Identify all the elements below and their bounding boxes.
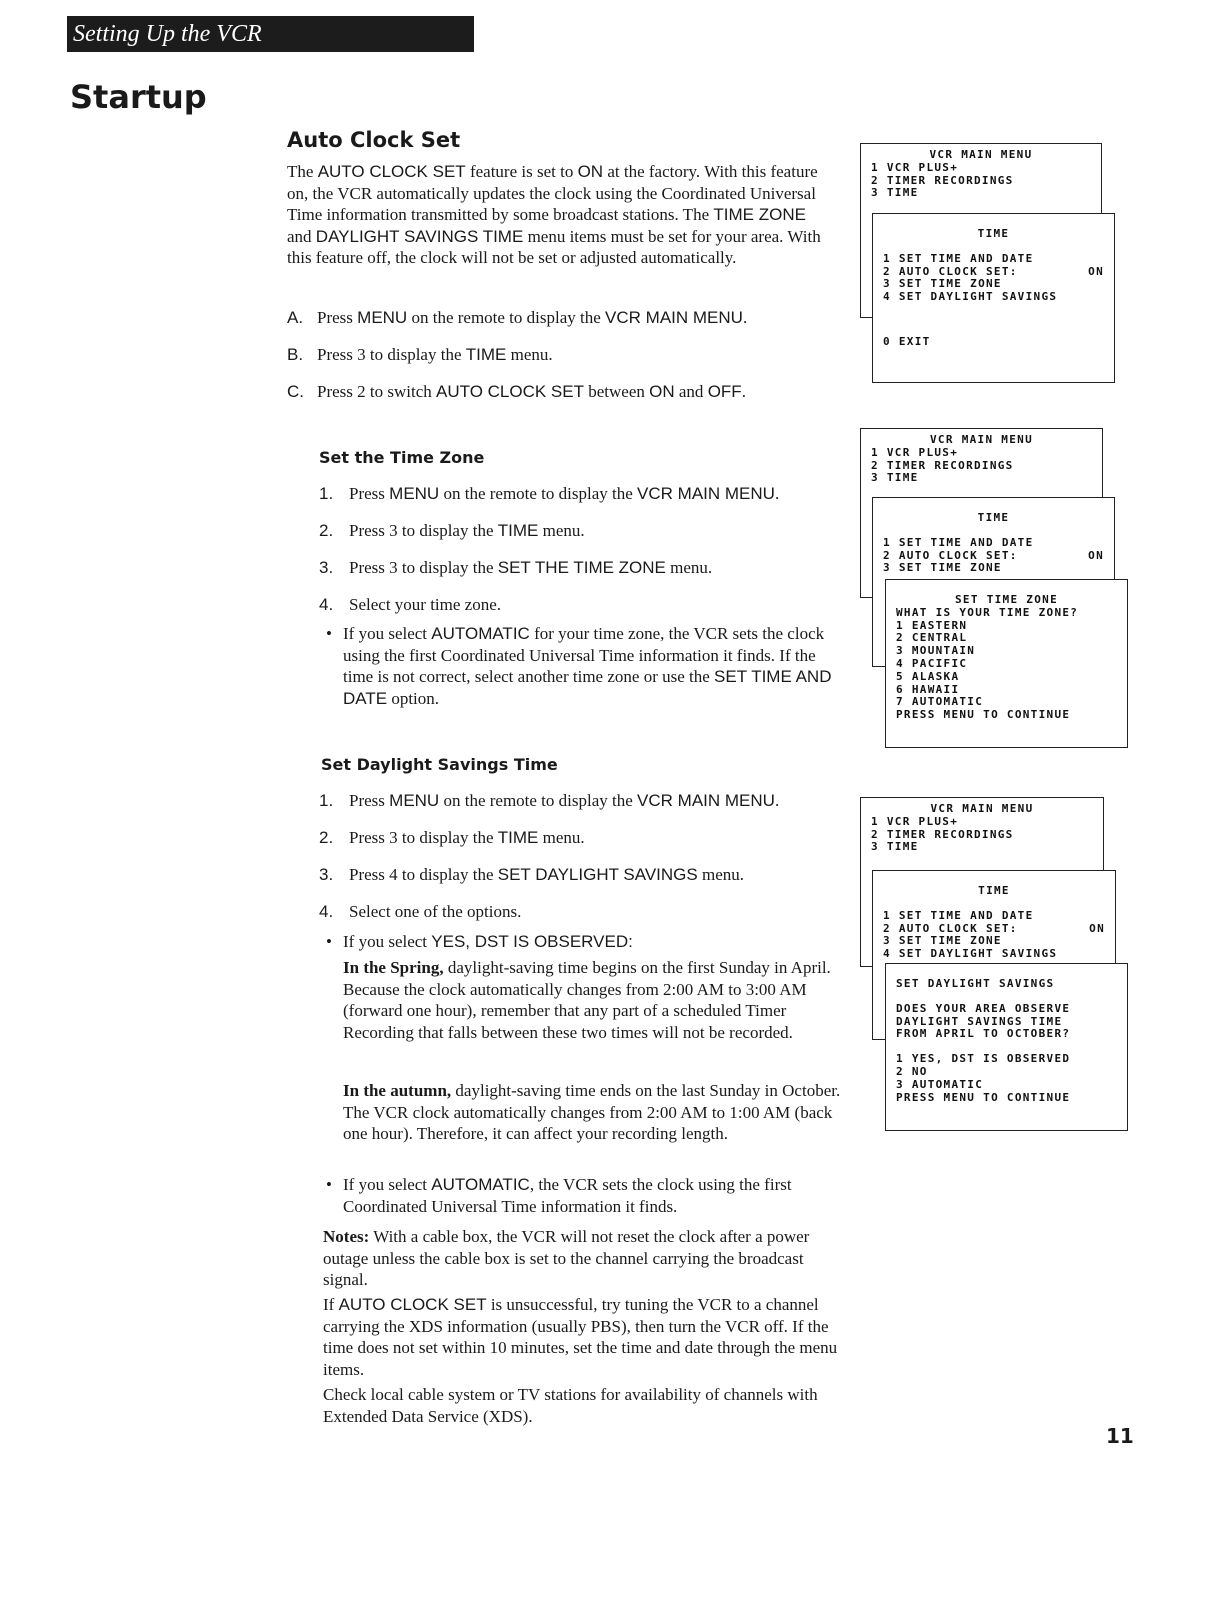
step-number: A. <box>287 308 304 327</box>
time-zone-option: 1 EASTERN <box>896 618 968 632</box>
step-number: B. <box>287 345 304 364</box>
main-menu-item: 3 TIME <box>871 471 919 485</box>
dst-option: 3 AUTOMATIC <box>896 1077 984 1091</box>
time-menu-title: TIME <box>977 227 1010 240</box>
time-zone-option: 7 AUTOMATIC <box>896 695 984 709</box>
time-menu-title: TIME <box>977 511 1010 524</box>
dst-question-line: FROM APRIL TO OCTOBER? <box>896 1027 1071 1041</box>
time-zone-footer: PRESS MENU TO CONTINUE <box>896 708 1071 722</box>
page-number: 11 <box>1106 1424 1134 1448</box>
dst-spring-text: In the Spring, daylight-saving time begins on the first Sunday in April. Because the clock automatically changes from 2:00 AM to 3:00 AM (forward one hour), remember that any part of a scheduled Timer Recording that falls between these two times will not be recorded. <box>343 958 831 1042</box>
auto-clock-label: 2 AUTO CLOCK SET: <box>883 921 1018 935</box>
time-menu-item: 3 SET TIME ZONE <box>883 277 1002 291</box>
note-cable-box: Notes: With a cable box, the VCR will not reset the clock after a power outage unless the cable box is set to the channel carrying the broadcast signal. <box>323 1227 810 1289</box>
main-menu-item: 3 TIME <box>871 840 919 854</box>
time-zone-option: 2 CENTRAL <box>896 631 968 645</box>
time-zone-question: WHAT IS YOUR TIME ZONE? <box>896 605 1079 619</box>
step-text: Select your time zone. <box>349 595 502 614</box>
screen-set-daylight-savings <box>885 963 1128 1131</box>
main-menu-item: 1 VCR PLUS+ <box>871 160 959 174</box>
auto-clock-value: ON <box>1088 264 1104 278</box>
main-menu-title: VCR MAIN MENU <box>930 433 1033 446</box>
step-text: Press 3 to display the TIME menu. <box>317 345 553 364</box>
auto-clock-heading: Auto Clock Set <box>287 128 461 152</box>
note-auto-clock: If AUTO CLOCK SET is unsuccessful, try tuning the VCR to a channel carrying the XDS information (usually PBS), then turn the VCR off. If the time does not set within 10 minutes, set the time and date through the menu items. <box>323 1295 838 1379</box>
time-zone-step-3 <box>319 557 712 579</box>
auto-clock-value: ON <box>1088 548 1104 562</box>
note-xds: Check local cable system or TV stations for availability of channels with Extended Data Service (XDS). <box>323 1385 818 1426</box>
dst-option: 1 YES, DST IS OBSERVED <box>896 1052 1071 1066</box>
step-number: 1. <box>319 791 334 810</box>
time-zone-heading: Set the Time Zone <box>319 448 485 467</box>
time-menu-item: 4 SET DAYLIGHT SAVINGS <box>883 947 1058 961</box>
step-text: Press MENU on the remote to display the VCR MAIN MENU. <box>349 484 780 503</box>
main-menu-title: VCR MAIN MENU <box>930 802 1034 815</box>
main-menu-item: 3 TIME <box>871 186 919 200</box>
dst-bullet-yes: • If you select YES, DST IS OBSERVED: <box>326 932 633 951</box>
step-text: Press 3 to display the SET THE TIME ZONE menu. <box>349 558 713 577</box>
step-text: Press 3 to display the TIME menu. <box>349 828 585 847</box>
time-zone-option: 3 MOUNTAIN <box>896 644 976 658</box>
section-header-label: Setting Up the VCR <box>73 21 262 47</box>
dst-autumn-text: In the autumn, daylight-saving time ends on the last Sunday in October. The VCR clock automatically changes from 2:00 AM to 1:00 AM (back one hour). Therefore, it can affect your recording length. <box>343 1081 841 1143</box>
step-text: Press 3 to display the TIME menu. <box>349 521 585 540</box>
auto-clock-step-c <box>287 381 746 403</box>
auto-clock-step-b <box>287 344 553 366</box>
time-menu-item: 3 SET TIME ZONE <box>883 934 1002 948</box>
main-menu-title: VCR MAIN MENU <box>929 148 1033 161</box>
dst-bullet-auto: • If you select AUTOMATIC, the VCR sets the clock using the first Coordinated Universal Time information it finds. <box>326 1175 792 1216</box>
time-menu-item: 3 SET TIME ZONE <box>883 561 1002 575</box>
step-number: 3. <box>319 865 334 884</box>
step-text: Select one of the options. <box>349 902 522 921</box>
dst-option: 2 NO <box>896 1064 928 1078</box>
screen-set-time-zone <box>885 579 1128 748</box>
dst-bullet-yes-text: If you select YES, DST IS OBSERVED: <box>343 932 633 951</box>
main-menu-item: 1 VCR PLUS+ <box>871 445 959 459</box>
time-zone-step-4 <box>319 594 501 616</box>
time-zone-step-2 <box>319 520 585 542</box>
dst-question-line: DAYLIGHT SAVINGS TIME <box>896 1014 1063 1028</box>
time-zone-bullet: • If you select AUTOMATIC for your time zone, the VCR sets the clock using the first Coordinated Universal Time information it finds. If the time is not correct, select another time zone or use the SET TIME AND DATE option. <box>326 624 832 708</box>
dst-screen-title: SET DAYLIGHT SAVINGS <box>896 977 1055 990</box>
step-number: 4. <box>319 595 334 614</box>
main-menu-item: 2 TIMER RECORDINGS <box>871 827 1014 841</box>
time-zone-option: 4 PACIFIC <box>896 656 968 670</box>
dst-bullet-auto-text: If you select AUTOMATIC, the VCR sets the clock using the first Coordinated Universal Time information it finds. <box>343 1175 792 1216</box>
step-text: Press MENU on the remote to display the VCR MAIN MENU. <box>349 791 780 810</box>
section-header-bar <box>67 16 474 52</box>
step-number: 2. <box>319 828 334 847</box>
time-menu-item: 1 SET TIME AND DATE <box>883 535 1034 549</box>
step-number: 4. <box>319 902 334 921</box>
step-number: 2. <box>319 521 334 540</box>
dst-step-2 <box>319 827 585 849</box>
page-title: Startup <box>70 78 207 116</box>
time-zone-option: 5 ALASKA <box>896 669 960 683</box>
main-menu-item: 2 TIMER RECORDINGS <box>871 173 1014 187</box>
time-zone-step-1 <box>319 483 779 505</box>
time-menu-title: TIME <box>978 884 1010 897</box>
step-text: Press 2 to switch AUTO CLOCK SET between ON and OFF. <box>317 382 746 401</box>
auto-clock-step-a <box>287 307 747 329</box>
dst-step-3 <box>319 864 744 886</box>
time-menu-item: 1 SET TIME AND DATE <box>883 908 1034 922</box>
dst-step-1 <box>319 790 779 812</box>
auto-clock-value: ON <box>1089 921 1105 935</box>
time-menu-item: 1 SET TIME AND DATE <box>883 251 1034 265</box>
auto-clock-label: 2 AUTO CLOCK SET: <box>883 548 1018 562</box>
time-zone-option: 6 HAWAII <box>896 682 960 696</box>
main-menu-item: 1 VCR PLUS+ <box>871 814 959 828</box>
dst-heading: Set Daylight Savings Time <box>321 755 558 774</box>
dst-step-4 <box>319 901 521 923</box>
time-menu-exit: 0 EXIT <box>883 334 931 348</box>
time-zone-screen-title: SET TIME ZONE <box>955 593 1058 606</box>
main-menu-item: 2 TIMER RECORDINGS <box>871 458 1014 472</box>
step-number: 1. <box>319 484 334 503</box>
step-text: Press 4 to display the SET DAYLIGHT SAVINGS menu. <box>349 865 744 884</box>
dst-footer: PRESS MENU TO CONTINUE <box>896 1090 1071 1104</box>
auto-clock-label: 2 AUTO CLOCK SET: <box>883 264 1018 278</box>
dst-question-line: DOES YOUR AREA OBSERVE <box>896 1001 1071 1015</box>
time-zone-bullet-text: If you select AUTOMATIC for your time zone, the VCR sets the clock using the first Coordinated Universal Time information it finds. If the time is not correct, select another time zone or use the SET TIME AND DATE option. <box>343 624 832 708</box>
step-number: 3. <box>319 558 334 577</box>
auto-clock-intro: The AUTO CLOCK SET feature is set to ON at the factory. With this feature on, the VCR automatically updates the clock using the Coordinated Universal Time information transmitted by some broadcast stations. The TIME ZONE and DAYLIGHT SAVINGS TIME menu items must be set for your area. With this feature off, the clock will not be set or adjusted automatically. <box>287 162 821 267</box>
time-menu-item: 4 SET DAYLIGHT SAVINGS <box>883 290 1058 304</box>
step-text: Press MENU on the remote to display the VCR MAIN MENU. <box>317 308 748 327</box>
screen-time-menu-1 <box>872 213 1115 383</box>
step-number: C. <box>287 382 304 401</box>
